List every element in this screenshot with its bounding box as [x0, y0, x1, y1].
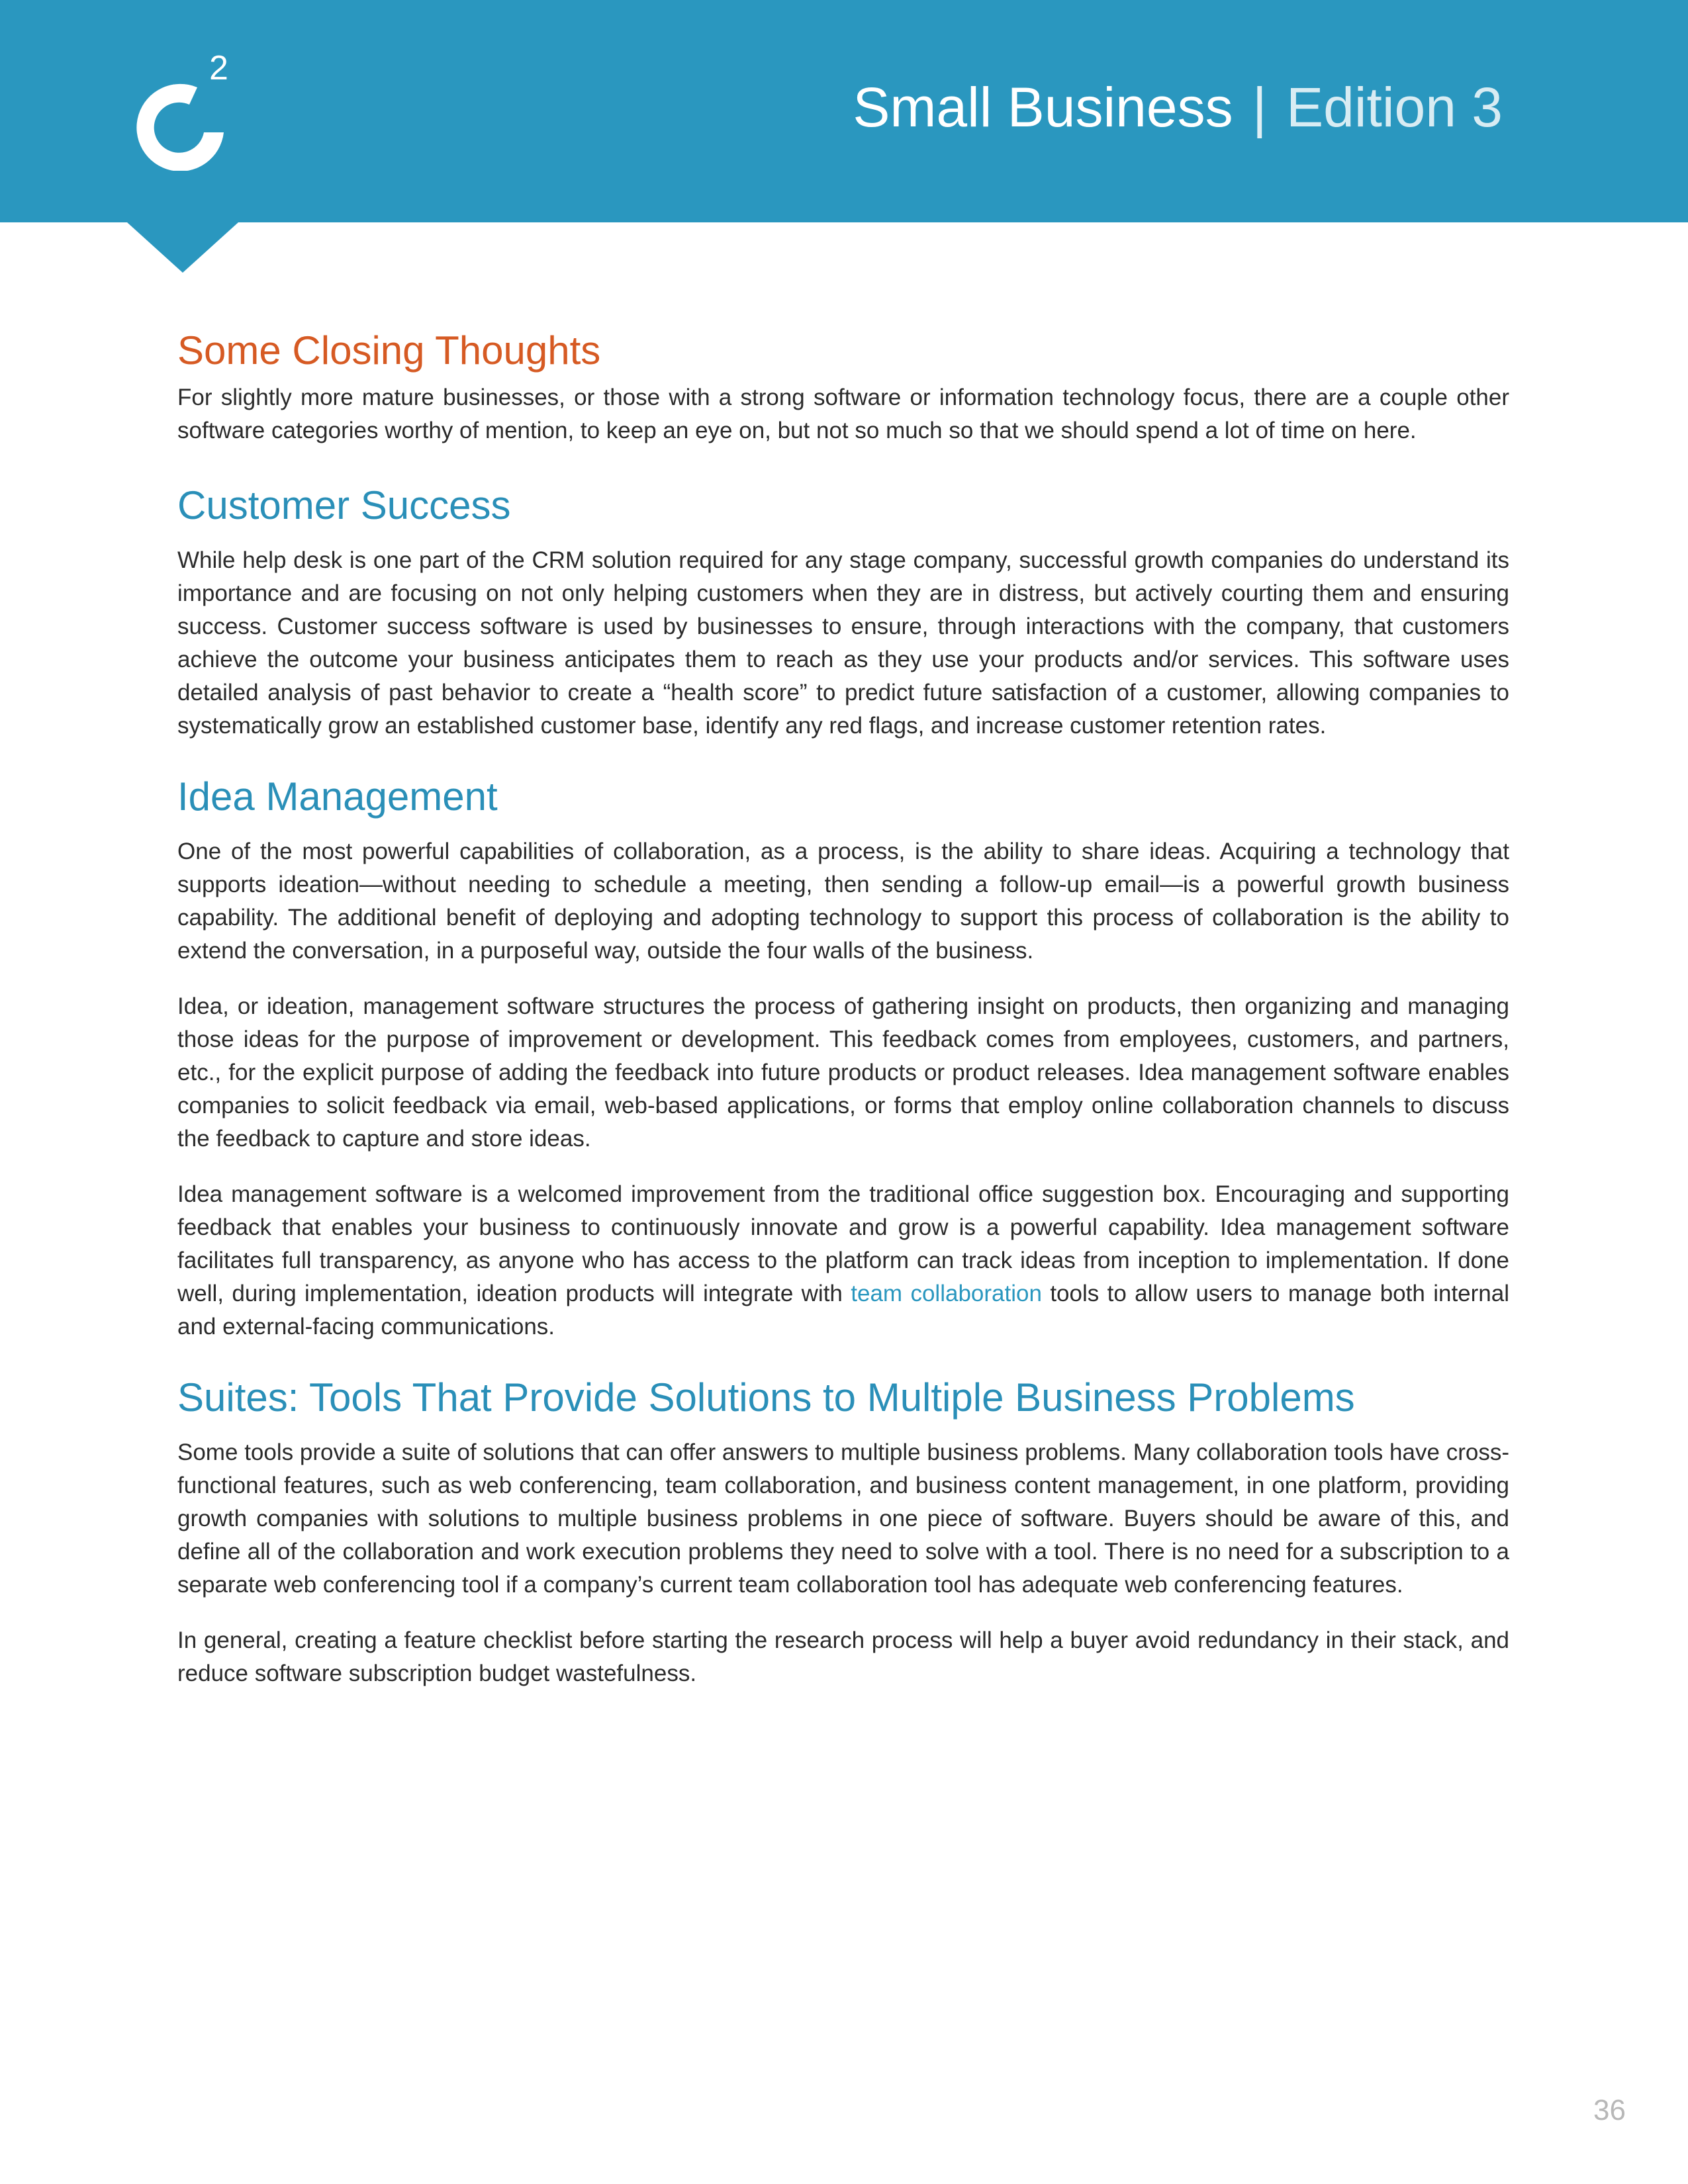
- page-number: 36: [1593, 2094, 1626, 2126]
- idea-management-paragraph-1: One of the most powerful capabilities of collaboration, as a process, is the ability to share ideas. Acquiring a technology that supports ideation—without needing to schedule a meeting, then sending a follow-up email—is a powerful growth business capability. The additional benefit of deploying and adopting technology to support this process of collaboration is the ability to extend the conversation, in a purposeful way, outside the four walls of the business.: [177, 839, 1509, 964]
- team-collaboration-link[interactable]: team collaboration: [851, 1281, 1042, 1306]
- suites-paragraph-1: Some tools provide a suite of solutions that can offer answers to multiple business problems. Many collaboration tools have cross-functional features, such as web conferencing, team collaboration, and business content management, in one platform, providing growth companies with solutions to multiple business problems in one piece of software. Buyers should be aware of this, and define all of the collaboration and work execution problems they need to solve with a tool. There is no need for a subscription to a separate web conferencing tool if a company’s current team collaboration tool has adequate web conferencing features.: [177, 1439, 1509, 1598]
- idea-management-paragraph-3-text-after: tools to allow users to manage both internal and external-facing communications.: [177, 1281, 1509, 1340]
- section-heading-closing-thoughts: Some Closing Thoughts: [177, 328, 601, 373]
- header-title-separator: |: [1252, 76, 1267, 138]
- closing-thoughts-paragraph: For slightly more mature businesses, or those with a strong software or information technology focus, there are a couple other software categories worthy of mention, to keep an eye on, but not so much so that we should spend a lot of time on here.: [177, 385, 1509, 443]
- customer-success-paragraph: While help desk is one part of the CRM solution required for any stage company, successful growth companies do understand its importance and are focusing on not only helping customers when they are in distress, but actively courting them and ensuring success. Customer success software is used by businesses to ensure, through interactions with the company, that customers achieve the outcome your business anticipates them to reach as they use your products and/or services. This software uses detailed analysis of past behavior to create a “health score” to predict future satisfaction of a customer, allowing companies to systematically grow an established customer base, identify any red flags, and increase customer retention rates.: [177, 547, 1509, 739]
- suites-paragraph-2: In general, creating a feature checklist before starting the research process will help a buyer avoid redundancy in their stack, and reduce software subscription budget wastefulness.: [177, 1627, 1509, 1686]
- idea-management-paragraph-3-text-before: Idea management software is a welcomed improvement from the traditional office suggestion box. Encouraging and supporting feedback that enables your business to continuously innovate and grow is a powerful capability. Idea management software facilitates full transparency, as anyone who has access to the platform can track ideas from inception to implementation. If done well, during implementation, ideation products will integrate with: [177, 1181, 1509, 1306]
- header-pointer-triangle: [127, 222, 238, 273]
- idea-management-paragraph-3: [177, 1178, 1509, 1343]
- idea-management-paragraph-2: Idea, or ideation, management software structures the process of gathering insight on products, then organizing and managing those ideas for the purpose of improvement or development. This feedback comes from employees, customers, and partners, etc., for the explicit purpose of adding the feedback into future products or product releases. Idea management software enables companies to solicit feedback via email, web-based applications, or forms that employ online collaboration channels to discuss the feedback to capture and store ideas.: [177, 993, 1509, 1152]
- g2-logo-superscript: 2: [209, 54, 228, 87]
- header-title-edition: Edition 3: [1286, 76, 1503, 138]
- document-content: [177, 311, 1509, 1690]
- g2-logo: [124, 54, 244, 171]
- header-title-main: Small Business: [853, 76, 1233, 138]
- header-title: [853, 74, 1503, 140]
- section-heading-idea-management: Idea Management: [177, 774, 498, 819]
- section-heading-customer-success: Customer Success: [177, 483, 511, 527]
- g2-logo-g-shape: [136, 84, 224, 171]
- section-heading-suites: Suites: Tools That Provide Solutions to Multiple Business Problems: [177, 1375, 1355, 1420]
